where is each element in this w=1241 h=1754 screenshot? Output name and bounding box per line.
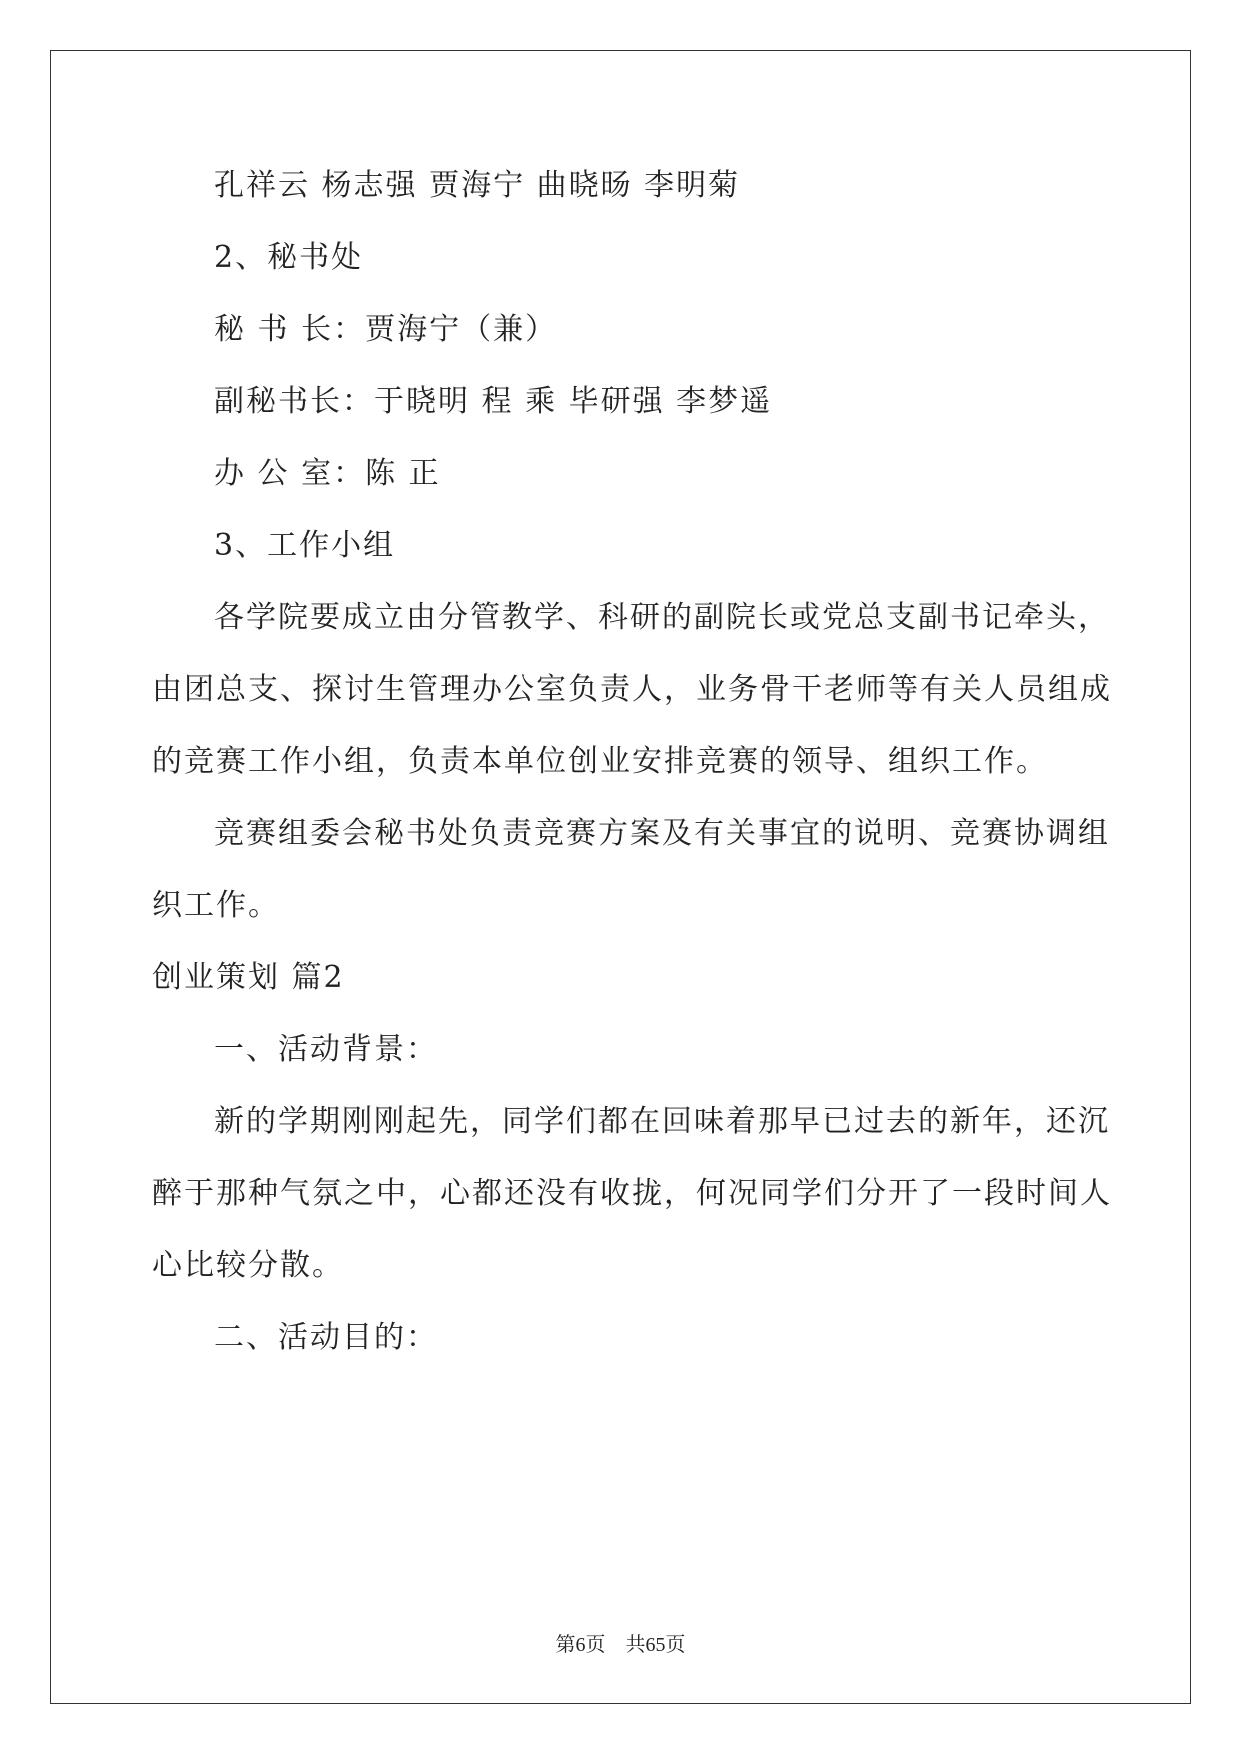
paragraph-line: 由团总支、探讨生管理办公室负责人，业务骨干老师等有关人员组成 — [152, 672, 1112, 707]
paragraph-line: 的竞赛工作小组，负责本单位创业安排竞赛的领导、组织工作。 — [152, 744, 1048, 779]
paragraph-line: 竞赛组委会秘书处负责竞赛方案及有关事宜的说明、竞赛协调组 — [214, 816, 1110, 851]
section-heading-secretariat: 2、秘书处 — [214, 240, 364, 275]
secretary-general-line: 秘 书 长：贾海宁（兼） — [214, 312, 558, 347]
paragraph-line: 织工作。 — [152, 888, 280, 923]
page-number-label: 第6页 共65页 — [555, 1634, 686, 1656]
paragraph-line: 各学院要成立由分管教学、科研的副院长或党总支副书记牵头， — [214, 600, 1110, 635]
paragraph-line: 心比较分散。 — [152, 1248, 344, 1283]
office-line: 办 公 室：陈 正 — [214, 456, 441, 491]
article-heading: 创业策划 篇2 — [152, 960, 345, 995]
page-footer — [0, 1628, 1241, 1657]
section-heading-working-group: 3、工作小组 — [214, 528, 396, 563]
section-heading-purpose: 二、活动目的： — [214, 1320, 438, 1355]
page-border — [50, 50, 1191, 1704]
paragraph-line: 新的学期刚刚起先，同学们都在回味着那早已过去的新年，还沉 — [214, 1104, 1110, 1139]
section-heading-background: 一、活动背景： — [214, 1032, 438, 1067]
deputy-secretary-line: 副秘书长：于晓明 程 乘 毕研强 李梦遥 — [214, 384, 773, 419]
committee-members-line: 孔祥云 杨志强 贾海宁 曲晓旸 李明菊 — [214, 168, 741, 203]
paragraph-line: 醉于那种气氛之中，心都还没有收拢，何况同学们分开了一段时间人 — [152, 1176, 1112, 1211]
